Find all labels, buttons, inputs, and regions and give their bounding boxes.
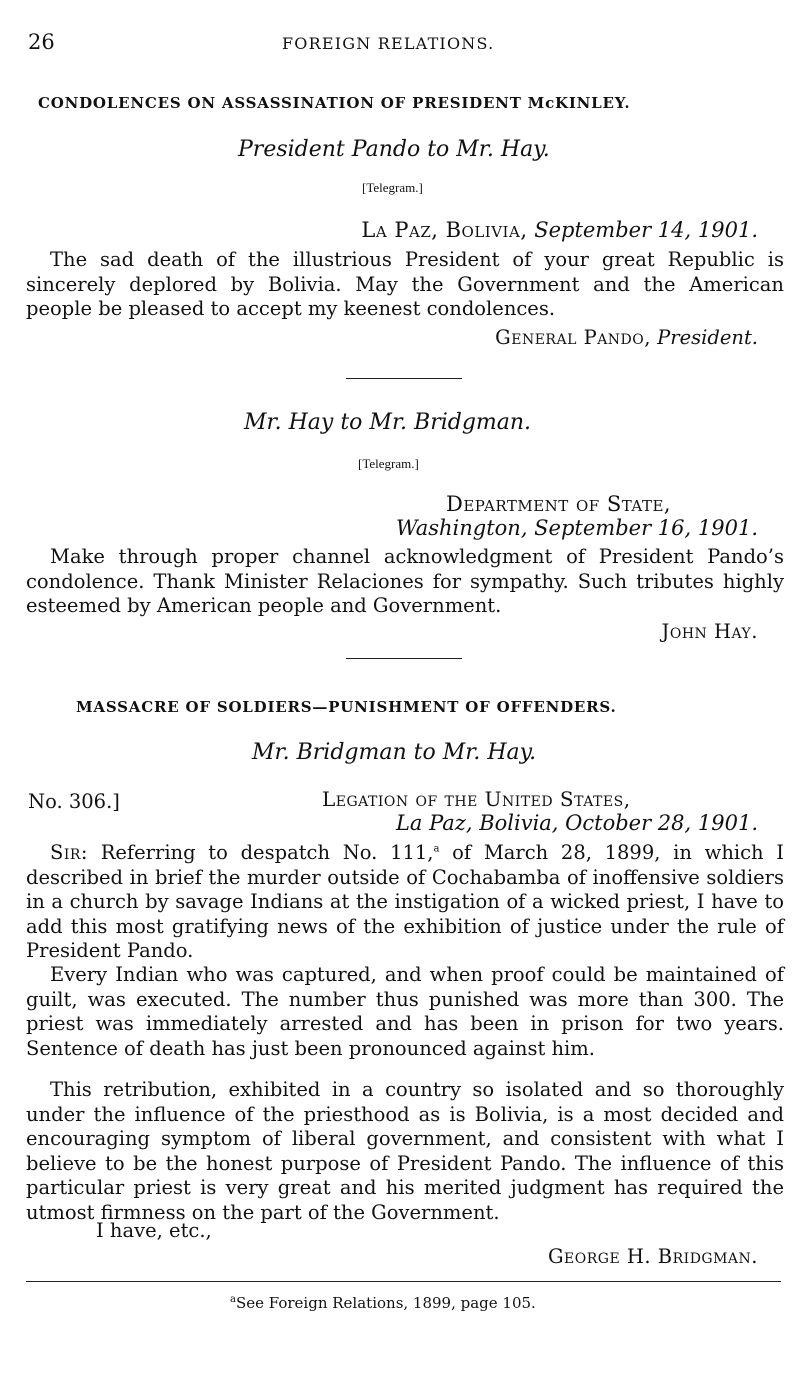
footnote-rule — [26, 1281, 781, 1282]
signature-title: President. — [657, 326, 758, 349]
section-heading-massacre: MASSACRE OF SOLDIERS—PUNISHMENT OF OFFENDERS. — [76, 698, 617, 716]
dateline-legation: Legation of the United States, — [322, 787, 631, 811]
dateline-washington: Washington, September 16, 1901. — [395, 516, 758, 540]
signature-bridgman: George H. Bridgman. — [547, 1245, 758, 1268]
section-heading-condolences: CONDOLENCES ON ASSASSINATION OF PRESIDENT McKINLEY. — [38, 94, 631, 112]
dateline-la-paz-october: La Paz, Bolivia, October 28, 1901. — [395, 811, 758, 835]
running-title: FOREIGN RELATIONS. — [282, 34, 495, 53]
page-number: 26 — [28, 30, 55, 54]
paragraph-referring — [26, 841, 784, 964]
doc-title-pando-to-hay: President Pando to Mr. Hay. — [238, 137, 550, 162]
dateline-place: La Paz, Bolivia, — [361, 218, 528, 242]
footnote-text: See Foreign Relations, 1899, page 105. — [235, 1294, 536, 1312]
footnote-ref-marker: a — [433, 843, 440, 855]
signature-name: General Pando, — [495, 326, 651, 349]
paragraph-executions: Every Indian who was captured, and when proof could be maintained of guilt, was executed. The number thus punished was more than 300. The priest was immediately arrested and has been in prison for two years. Sentence of death has just been pronounced against him. — [26, 963, 784, 1060]
paragraph-condolence: The sad death of the illustrious President of your great Republic is sincerely deplored by Bolivia. May the Government and the American people be pleased to accept my keenest condolences. — [26, 248, 784, 321]
signature-hay: John Hay. — [661, 620, 758, 643]
paragraph-acknowledgment: Make through proper channel acknowledgment of President Pando’s condolence. Thank Minister Relaciones for sympathy. Such tributes highly esteemed by American people and Government. — [26, 545, 784, 618]
telegram-label: [Telegram.] — [362, 180, 423, 195]
doc-title-hay-to-bridgman: Mr. Hay to Mr. Bridgman. — [244, 410, 532, 435]
dateline-department: Department of State, — [446, 492, 672, 516]
dateline-la-paz — [361, 218, 758, 243]
para1-text-b: of March 28, 1899, in which I described in brief the murder outside of Cochabamba of inoffensive soldiers in a church by savage Indians at the instigation of a wicked priest, I have to add this most gratifying news of the exhibition of justice under the rule of President Pando. — [26, 841, 784, 963]
paragraph-retribution: This retribution, exhibited in a country so isolated and so thoroughly under the influence of the priesthood as is Bolivia, is a most decided and encouraging symptom of liberal government, and consistent with what I believe to be the honest purpose of President Pando. The influence of this particular priest is very great and his merited judgment has required the utmost firmness on the part of the Government. — [26, 1078, 784, 1224]
para1-text-a: Referring to despatch No. 111, — [100, 841, 434, 864]
telegram-label-2: [Telegram.] — [358, 456, 419, 471]
dateline-date: September 14, 1901. — [534, 218, 758, 242]
salutation: Sir: — [50, 841, 88, 864]
doc-title-bridgman-to-hay: Mr. Bridgman to Mr. Hay. — [252, 740, 537, 765]
footnote-marker: a — [230, 1294, 236, 1305]
closing-phrase: I have, etc., — [96, 1219, 212, 1242]
divider-rule-2 — [346, 658, 462, 659]
despatch-number: No. 306.] — [28, 790, 120, 813]
signature-pando — [495, 326, 758, 351]
divider-rule-1 — [346, 378, 462, 379]
footnote — [230, 1294, 536, 1312]
